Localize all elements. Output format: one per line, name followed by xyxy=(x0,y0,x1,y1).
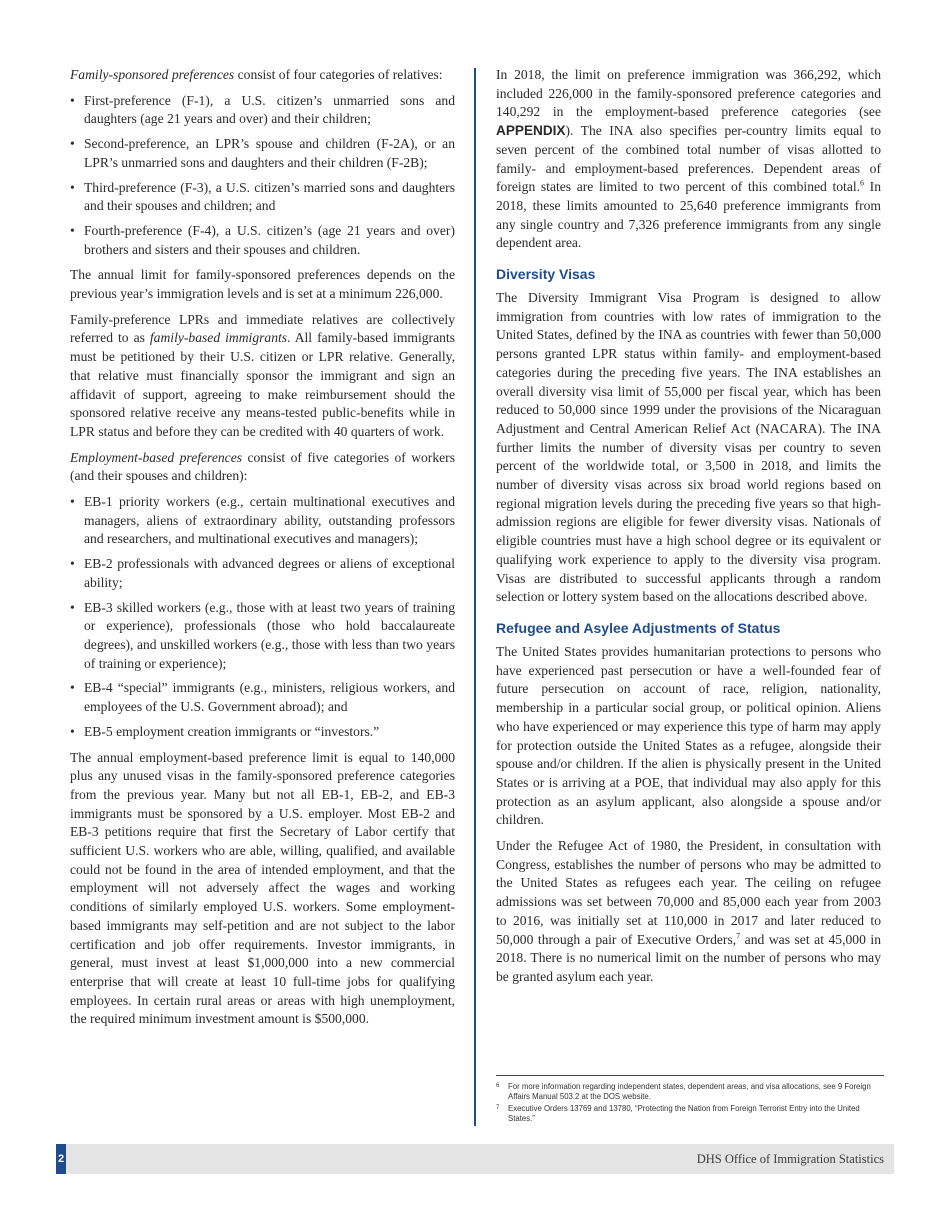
annual-limit-paragraph: The annual limit for family-sponsored preferences depends on the previous year’s immigration levels and is set at a minimum 226,000. xyxy=(70,267,455,302)
employment-limit-paragraph: The annual employment-based preference limit is equal to 140,000 plus any unused visas in the family-sponsored preference categories from the previous year. Many but not all EB-1, EB-2, and EB-3 immigrants must be sponsored by a U.S. employer. Most EB-2 and EB-3 petitions require that first the Secretary of Labor certify that sufficient U.S. workers who are able, willing, qualified, and available could not be found in the area of intended employment, and that the employment will not adversely affect the wages and working conditions of similarly employed U.S. workers. Some employment-based immigrants may self-petition and are not subject to the labor certification and job offer requirements. Investor immigrants, in general, must invest at least $1,000,000 into a new commercial enterprise that will create at least 10 full-time jobs for qualifying employees. In certain rural areas or areas with high unemployment, the required minimum investment amount is $500,000. xyxy=(70,749,455,1027)
diversity-visas-heading: Diversity Visas xyxy=(496,266,596,283)
footer-organization: DHS Office of Immigration Statistics xyxy=(696,1152,884,1166)
list-item: • First-preference (F-1), a U.S. citizen’s unmarried sons and daughters (age 21 years and over) and their children; xyxy=(70,92,455,129)
list-item: • Second-preference, an LPR’s spouse and children (F-2A), or an LPR’s unmarried sons and daughters and their children (F-2B); xyxy=(70,135,455,172)
list-item: • EB-1 priority workers (e.g., certain multinational executives and managers, aliens of extraordinary ability, outstanding professors and researchers, and multinational executives and managers); xyxy=(70,493,455,549)
appendix-link[interactable]: APPENDIX xyxy=(496,123,566,139)
preference-limit-paragraph: In 2018, the limit on preference immigration was 366,292, which included 226,000 in the family-sponsored preference categories and 140,292 in the employment-based preference categories (see APPENDIX). The INA also specifies per-country limits equal to seven percent of the combined total number of visas allotted to family- and employment-based preferences. Dependent areas of foreign states are limited to two percent of this combined total.$^6$ In 2018, these limits amounted to 25,640 preference immigrants from any single country and 7,326 preference immigrants from any single dependent area. xyxy=(496,67,881,251)
list-item: • Third-preference (F-3), a U.S. citizen’s married sons and daughters and their spouses and children; and xyxy=(70,179,455,216)
refugee-heading: Refugee and Asylee Adjustments of Status xyxy=(496,619,781,636)
list-item: • EB-2 professionals with advanced degrees or aliens of exceptional ability; xyxy=(70,555,455,592)
term-family-sponsored: Family-sponsored preferences xyxy=(70,67,235,82)
footnotes xyxy=(496,1075,884,1126)
list-item: • EB-3 skilled workers (e.g., those with at least two years of training or experience), professionals (those who hold baccalaureate degrees), and unskilled workers (e.g., those with less than two years of training or experience); xyxy=(70,599,455,674)
column-divider xyxy=(474,68,476,1126)
term-employment-based: Employment-based preferences xyxy=(70,449,243,465)
page-number: 2 xyxy=(56,1144,66,1174)
footnote: 7 Executive Orders 13769 and 13780, “Protecting the Nation from Foreign Terrorist Entry into the United States.” xyxy=(496,1104,860,1123)
refugee-act-paragraph: Under the Refugee Act of 1980, the President, in consultation with Congress, establishes the number of persons who may be admitted to the United States as refugees each year. The ceiling on refugee admissions was set between 70,000 and 85,000 each year from 2003 to 2016, was initially set at 110,000 in 2017 and later reduced to 50,000 through a pair of Executive Orders,$^7$ and was set at 45,000 in 2018. There is no numerical limit on the number of persons who may be granted asylum each year. xyxy=(496,838,882,984)
footnote-ref[interactable]: 7 xyxy=(736,931,741,940)
refugee-paragraph: The United States provides humanitarian protections to persons who have experienced past persecution or have a well-founded fear of future persecution on account of race, religion, nationality, membership in a particular social group, or political opinion. Aliens who have experienced or may experience this type of harm may apply for protection outside the United States as a refugee, alongside their spouse and/or children. If the alien is physically present in the United States or is arriving at a POE, that individual may also apply for this protection as an asylum applicant, also alongside a spouse and/or children. xyxy=(496,643,881,828)
family-preferences-intro: Family-sponsored preferences consist of four categories of relatives: xyxy=(70,67,443,82)
family-preferences-list xyxy=(70,92,455,260)
family-based-paragraph: Family-preference LPRs and immediate relatives are collectively referred to as family-based immigrants. All family-based immigrants must be petitioned by their U.S. citizen or LPR relative. Generally, that relative must financially sponsor the immigrant and sign an affidavit of support, agreeing to make reimbursement should the sponsored relative receive any means-tested public-benefits while in LPR status and before they can be credited with 40 quarters of work. xyxy=(70,311,455,439)
diversity-paragraph: The Diversity Immigrant Visa Program is designed to allow immigration from countries with low rates of immigration to the United States, defined by the INA as countries with fewer than 50,000 persons granted LPR status within family- and employment-based categories during the preceding five years. The INA establishes an overall diversity visa limit of 55,000 per fiscal year, which has been reduced to 50,000 since 1999 under the provisions of the Nicaraguan Adjustment and Central American Relief Act (NACARA). The INA further limits the number of diversity visas per country to seven percent of the worldwide total, or 3,500 in 2018, and limits the number of diversity visas across six broad world regions based on regional migration levels during the preceding five years so that high-admission regions are eligible for fewer diversity visas. Nationals of eligible countries must have a high school degree or its equivalent or qualifying work experience to apply to the diversity visa program. Visas are distributed to successful applicants through a random selection or lottery system based on the allocations described above. xyxy=(496,290,881,605)
list-item: • Fourth-preference (F-4), a U.S. citizen’s (age 21 years and over) brothers and sisters and their spouses and children. xyxy=(70,222,455,259)
left-column xyxy=(70,66,455,1036)
footnote-ref[interactable]: 6 xyxy=(860,178,865,188)
list-item: • EB-5 employment creation immigrants or “investors.” xyxy=(70,723,455,742)
employment-preferences-intro: Employment-based preferences consist of five categories of workers (and their spouses and children): xyxy=(70,449,455,484)
right-column xyxy=(496,66,881,994)
list-item: • EB-4 “special” immigrants (e.g., ministers, religious workers, and employees of the U.S. Government abroad); and xyxy=(70,679,455,716)
employment-preferences-list xyxy=(70,493,455,741)
footnote: 6 For more information regarding independent states, dependent areas, and visa allocations, see 9 Foreign Affairs Manual 503.2 at the DOS website. xyxy=(496,1082,871,1101)
